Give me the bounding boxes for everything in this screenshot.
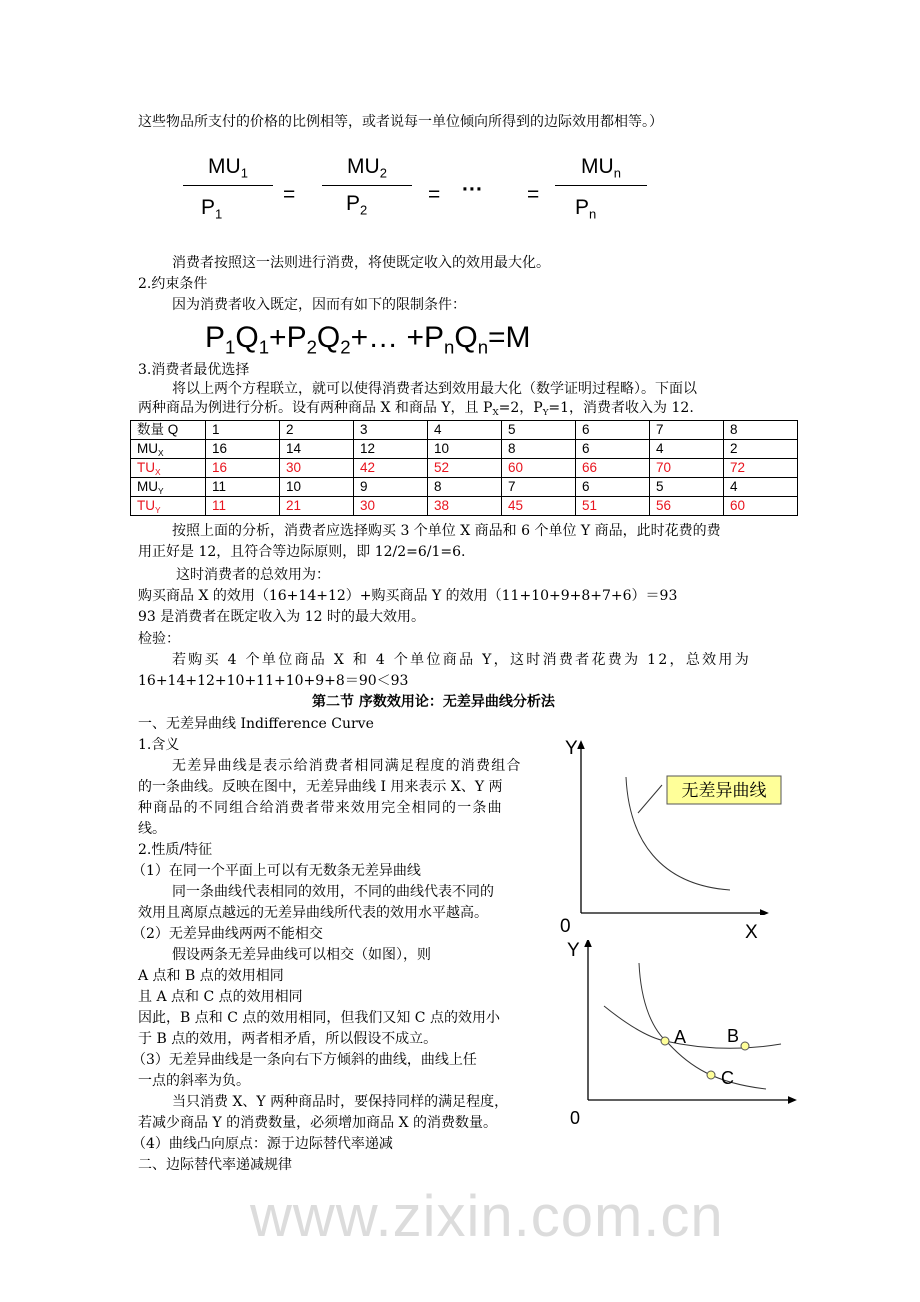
numerator-sub: 1 xyxy=(240,165,248,181)
table-cell: 14 xyxy=(280,440,354,459)
heading-constraint: 2.约束条件 xyxy=(138,276,208,292)
row-label-text: 数量 Q xyxy=(137,422,179,437)
prop3-title-2: 一点的斜率为负。 xyxy=(138,1073,250,1089)
table-row xyxy=(131,478,798,497)
point-b-label: B xyxy=(727,1026,740,1046)
origin-label: 0 xyxy=(560,916,571,937)
prop3-line: 当只消费 X、Y 两种商品时，要保持同样的满足程度， xyxy=(172,1094,509,1110)
equals-sign: = xyxy=(283,183,296,206)
table-cell: 2 xyxy=(280,421,354,440)
sub-x: X xyxy=(492,408,499,419)
y-axis-label: Y xyxy=(565,738,578,759)
section-title: 第二节 序数效用论：无差异曲线分析法 xyxy=(312,694,555,710)
curve-2 xyxy=(639,963,766,1089)
table-cell: 10 xyxy=(428,440,502,459)
para-optimal-1: 将以上两个方程联立，就可以使得消费者达到效用最大化（数学证明过程略）。下面以 xyxy=(172,381,697,397)
table-cell: 2 xyxy=(724,440,798,459)
ellipsis: ··· xyxy=(462,178,483,201)
fraction-2 xyxy=(322,155,412,216)
row-label xyxy=(131,459,206,478)
table-row xyxy=(131,497,798,516)
price-n: +… +P xyxy=(350,321,444,354)
table-cell: 12 xyxy=(354,440,428,459)
para-consume: 消费者按照这一法则进行消费，将使既定收入的效用最大化。 xyxy=(172,255,550,271)
denominator-sub: n xyxy=(589,206,597,222)
point-a xyxy=(661,1037,669,1045)
para-constraint: 因为消费者收入既定，因而有如下的限制条件： xyxy=(172,297,466,313)
prop2-title: （2）无差异曲线两两不能相交 xyxy=(132,926,323,942)
text: =1，消费者收入为 12. xyxy=(548,400,694,416)
para-total-intro: 这时消费者的总效用为： xyxy=(176,567,330,583)
equals-sign: = xyxy=(428,183,441,206)
prop2-line: 于 B 点的效用，两者相矛盾，所以假设不成立。 xyxy=(138,1031,438,1047)
equals-sign: = xyxy=(527,183,540,206)
table-cell: 5 xyxy=(650,478,724,497)
point-b xyxy=(741,1042,749,1050)
para-meaning-line: 的一条曲线。反映在图中，无差异曲线 I 用来表示 X、Y 两 xyxy=(138,779,503,795)
fraction-n xyxy=(555,155,647,220)
prop3-title: （3）无差异曲线是一条向右下方倾斜的曲线，曲线上任 xyxy=(132,1052,477,1068)
sub-q2: 2 xyxy=(340,336,351,358)
intro-line: 这些物品所支付的价格的比例相等，或者说每一单位倾向所得到的边际效用都相等。） xyxy=(138,114,663,130)
row-label-sub: Y xyxy=(155,504,161,515)
prop1-line: 效用且离原点越远的无差异曲线所代表的效用水平越高。 xyxy=(138,905,488,921)
table-cell: 56 xyxy=(650,497,724,516)
row-label-sub: X xyxy=(158,447,164,458)
heading-check: 检验： xyxy=(138,631,180,647)
callout-label: 无差异曲线 xyxy=(681,781,767,801)
numerator: MU xyxy=(208,155,241,178)
table-cell: 52 xyxy=(428,459,502,478)
table-cell: 4 xyxy=(724,478,798,497)
numerator-sub: 2 xyxy=(379,165,387,181)
table-row xyxy=(131,421,798,440)
curve-1 xyxy=(604,1006,781,1048)
para-total-calc: 购买商品 X 的效用（16+14+12）+购买商品 Y 的效用（11+10+9+8+7+6）＝93 xyxy=(138,588,678,604)
table-cell: 21 xyxy=(280,497,354,516)
table-row xyxy=(131,440,798,459)
heading-optimal: 3.消费者最优选择 xyxy=(138,362,250,378)
table-cell: 30 xyxy=(280,459,354,478)
prop4-title: （4）曲线凸向原点：源于边际替代率递减 xyxy=(132,1136,393,1152)
origin-label: 0 xyxy=(570,1108,581,1128)
para-meaning-line: 无差异曲线是表示给消费者相同满足程度的消费组合 xyxy=(172,758,522,774)
table-cell: 60 xyxy=(502,459,576,478)
quantity-1: Q xyxy=(235,321,259,354)
para-analysis-1: 按照上面的分析，消费者应选择购买 3 个单位 X 商品和 6 个单位 Y 商品，此时花费的费 xyxy=(172,523,721,539)
table-cell: 3 xyxy=(354,421,428,440)
heading-props: 2.性质/特征 xyxy=(138,842,213,858)
denominator: P xyxy=(201,196,216,219)
para-total-max: 93 是消费者在既定收入为 12 时的最大效用。 xyxy=(138,609,425,625)
point-c-label: C xyxy=(721,1068,734,1088)
prop1-title: （1）在同一个平面上可以有无数条无差异曲线 xyxy=(132,863,421,879)
table-cell: 16 xyxy=(206,459,280,478)
prop2-line: 且 A 点和 C 点的效用相同 xyxy=(138,989,303,1005)
row-label xyxy=(131,478,206,497)
income: =M xyxy=(488,321,531,354)
quantity-2: Q xyxy=(316,321,341,354)
para-check-1: 若购买 4 个单位商品 X 和 4 个单位商品 Y，这时消费者花费为 12，总效用为 xyxy=(172,652,752,668)
table-cell: 60 xyxy=(724,497,798,516)
para-meaning-line: 线。 xyxy=(138,821,166,837)
table-cell: 4 xyxy=(428,421,502,440)
callout-leader xyxy=(638,785,662,813)
x-axis-label: X xyxy=(745,922,758,943)
table-cell: 66 xyxy=(576,459,650,478)
sub-1: 1 xyxy=(225,336,236,358)
sub-2: 2 xyxy=(306,336,317,358)
price-2: +P xyxy=(269,321,307,354)
row-label xyxy=(131,497,206,516)
table-cell: 70 xyxy=(650,459,724,478)
table-cell: 8 xyxy=(502,440,576,459)
para-optimal-2 xyxy=(138,399,694,418)
table-cell: 7 xyxy=(502,478,576,497)
row-label-text: MU xyxy=(137,479,158,494)
row-label-text: TU xyxy=(137,460,155,475)
row-label-text: TU xyxy=(137,498,155,513)
table-cell: 16 xyxy=(206,440,280,459)
table-cell: 10 xyxy=(280,478,354,497)
table-cell: 8 xyxy=(428,478,502,497)
price-1: P xyxy=(205,321,226,354)
quantity-n: Q xyxy=(454,321,478,354)
intersecting-curves-diagram xyxy=(555,940,805,1135)
y-axis-label: Y xyxy=(567,940,580,961)
para-meaning-line: 种商品的不同组合给消费者带来效用完全相同的一条曲 xyxy=(138,800,503,816)
table-cell: 30 xyxy=(354,497,428,516)
utility-table xyxy=(130,420,798,516)
table-cell: 11 xyxy=(206,478,280,497)
sub-q1: 1 xyxy=(258,336,270,358)
denominator-sub: 2 xyxy=(360,202,368,218)
text: =2，P xyxy=(498,400,543,416)
para-analysis-2: 用正好是 12，且符合等边际原则，即 12/2=6/1=6. xyxy=(138,544,466,560)
sub-n: n xyxy=(444,336,455,358)
row-label-sub: Y xyxy=(158,485,164,496)
watermark: www.zixin.com.cn xyxy=(250,1184,724,1249)
table-cell: 6 xyxy=(576,478,650,497)
sub-qn: n xyxy=(477,336,489,358)
sub-y: Y xyxy=(542,408,549,419)
prop3-line: 若减少商品 Y 的消费数量，必须增加商品 X 的消费数量。 xyxy=(138,1115,498,1131)
text: 两种商品为例进行分析。设有两种商品 X 和商品 Y，且 P xyxy=(138,400,493,416)
table-cell: 38 xyxy=(428,497,502,516)
table-cell: 6 xyxy=(576,440,650,459)
fraction-1 xyxy=(183,155,273,220)
point-a-label: A xyxy=(674,1027,687,1047)
point-c xyxy=(707,1071,715,1079)
heading-mrs: 二、边际替代率递减规律 xyxy=(138,1157,292,1173)
row-label-text: MU xyxy=(137,441,158,456)
table-row xyxy=(131,459,798,478)
denominator: P xyxy=(346,192,361,215)
row-label xyxy=(131,440,206,459)
prop2-line: 假设两条无差异曲线可以相交（如图），则 xyxy=(172,947,431,963)
table-cell: 9 xyxy=(354,478,428,497)
budget-formula xyxy=(205,321,531,358)
heading-ic: 一、无差异曲线 Indifference Curve xyxy=(138,716,374,732)
table-cell: 6 xyxy=(576,421,650,440)
numerator: MU xyxy=(347,155,380,178)
para-check-2: 16+14+12+10+11+10+9+8＝90＜93 xyxy=(138,673,409,689)
table-cell: 4 xyxy=(650,440,724,459)
table-cell: 1 xyxy=(206,421,280,440)
row-label-sub: X xyxy=(155,466,161,477)
table-cell: 51 xyxy=(576,497,650,516)
table-cell: 42 xyxy=(354,459,428,478)
table-cell: 11 xyxy=(206,497,280,516)
row-label xyxy=(131,421,206,440)
denominator-sub: 1 xyxy=(215,206,223,222)
prop2-line: 因此，B 点和 C 点的效用相同，但我们又知 C 点的效用小 xyxy=(138,1010,500,1026)
table-cell: 7 xyxy=(650,421,724,440)
denominator: P xyxy=(575,196,590,219)
heading-meaning: 1.含义 xyxy=(138,737,180,753)
table-cell: 72 xyxy=(724,459,798,478)
prop1-line: 同一条曲线代表相同的效用，不同的曲线代表不同的 xyxy=(172,884,494,900)
numerator: MU xyxy=(581,155,614,178)
indifference-curve-diagram xyxy=(555,730,805,915)
numerator-sub: n xyxy=(613,165,621,181)
table-cell: 8 xyxy=(724,421,798,440)
table-cell: 45 xyxy=(502,497,576,516)
table-cell: 5 xyxy=(502,421,576,440)
prop2-line: A 点和 B 点的效用相同 xyxy=(138,968,284,984)
